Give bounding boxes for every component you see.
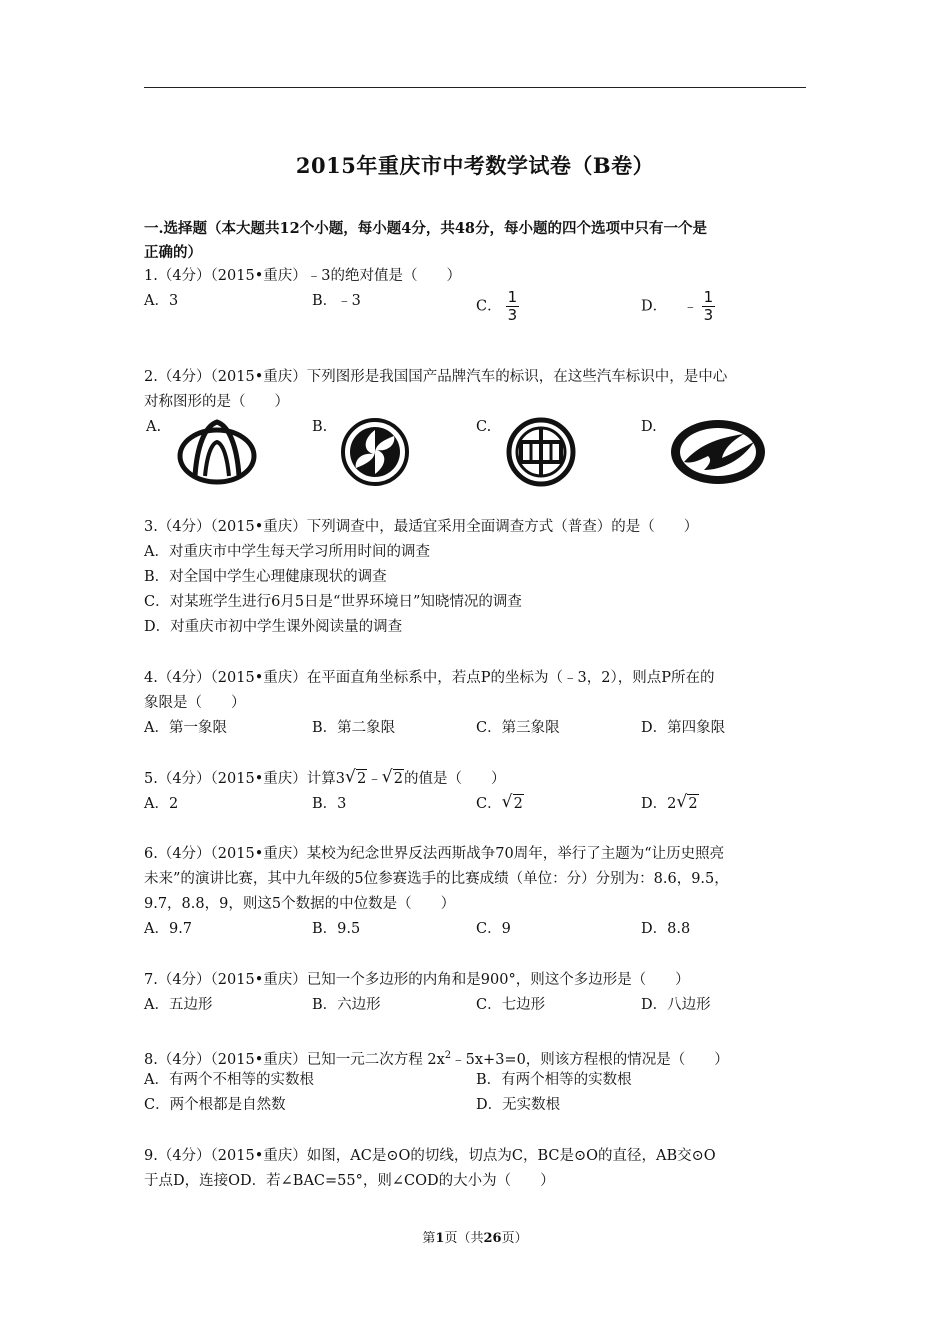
- q8-option-c: C．两个根都是自然数: [144, 1097, 286, 1113]
- page-footer: 第1页（共26页）: [422, 1231, 528, 1246]
- question-9: [144, 1144, 810, 1194]
- question-9-stem-line1: 9.（4分）（2015•重庆）如图，AC是⊙O的切线，切点为C，BC是⊙O的直径，AB交⊙O: [144, 1148, 716, 1164]
- question-6-options: [144, 917, 810, 942]
- q4-option-c: C．第三象限: [476, 720, 560, 736]
- question-6-stem-line1: 6.（4分）（2015•重庆）某校为纪念世界反法西斯战争70周年，举行了主题为“让历史照亮: [144, 846, 725, 862]
- q7-option-c: C．七边形: [476, 997, 546, 1013]
- question-6-stem-line3: 9.7，8.8，9，则这5个数据的中位数是（ ）: [144, 896, 456, 912]
- q2-option-c: C.: [476, 419, 492, 435]
- fraction: $\frac{1}{3}$: [703, 288, 714, 324]
- question-8: [144, 1043, 810, 1118]
- car-logo-d-icon: [668, 416, 768, 488]
- section-heading: [144, 217, 809, 265]
- question-4-stem-line2: 象限是（ ）: [144, 695, 246, 711]
- header-rule: [144, 87, 806, 88]
- q4-option-b: B．第二象限: [312, 720, 396, 736]
- question-1: [144, 264, 810, 324]
- q6-option-d: D．8.8: [641, 921, 691, 937]
- q6-option-b: B．9.5: [312, 921, 361, 937]
- question-4-stem-line1: 4.（4分）（2015•重庆）在平面直角坐标系中，若点P的坐标为（﹣3，2），则点P所在的: [144, 670, 715, 686]
- q5-option-b: B．3: [312, 796, 347, 812]
- question-4-options: [144, 716, 810, 741]
- sqrt-expression: √ 2: [345, 767, 367, 787]
- question-2-stem-line2: 对称图形的是（ ）: [144, 394, 289, 410]
- question-8-options-row2: [144, 1093, 810, 1118]
- car-logo-a-icon: [175, 416, 259, 488]
- q6-option-a: A．9.7: [144, 921, 193, 937]
- q7-option-a: A．五边形: [144, 997, 213, 1013]
- section-heading-line2: 正确的）: [144, 244, 202, 261]
- question-3: [144, 515, 810, 640]
- question-3-stem: 3.（4分）（2015•重庆）下列调查中，最适宜采用全面调查方式（普查）的是（ ）: [144, 519, 699, 535]
- question-7: [144, 968, 810, 1018]
- q2-option-b: B.: [312, 419, 328, 435]
- q8-option-b: B．有两个相等的实数根: [476, 1072, 632, 1088]
- q5-option-c: C． √ 2: [476, 792, 523, 812]
- car-logo-c-icon: [505, 416, 577, 488]
- q1-option-c: C． $\frac{1}{3}$: [476, 288, 518, 324]
- page-title: 2015年重庆市中考数学试卷（B卷）: [295, 153, 655, 178]
- q7-option-b: B．六边形: [312, 997, 381, 1013]
- q3-option-a: A．对重庆市中学生每天学习所用时间的调查: [144, 544, 430, 560]
- question-7-options: [144, 993, 810, 1018]
- question-7-stem: 7.（4分）（2015•重庆）已知一个多边形的内角和是900°，则这个多边形是（ ）: [144, 972, 690, 988]
- q5-option-a: A．2: [144, 796, 179, 812]
- q2-option-a: A.: [146, 419, 162, 435]
- question-8-options-row1: [144, 1068, 810, 1093]
- q3-option-d: D．对重庆市初中学生课外阅读量的调查: [144, 619, 403, 635]
- question-4: [144, 666, 810, 741]
- sqrt-expression: √ 2: [381, 767, 403, 787]
- q8-option-a: A．有两个不相等的实数根: [144, 1072, 314, 1088]
- question-9-stem-line2: 于点D，连接OD．若∠BAC=55°，则∠COD的大小为（ ）: [144, 1173, 555, 1189]
- section-heading-line1: 一.选择题（本大题共12个小题，每小题4分，共48分，每小题的四个选项中只有一个是: [144, 220, 707, 237]
- q2-option-d: D.: [641, 419, 657, 435]
- q8-option-d: D．无实数根: [476, 1097, 561, 1113]
- question-5: [144, 767, 810, 817]
- fraction: $\frac{1}{3}$: [507, 288, 518, 324]
- question-6: [144, 842, 810, 942]
- question-6-stem-line2: 未来”的演讲比赛，其中九年级的5位参赛选手的比赛成绩（单位：分）分别为：8.6，9.5，: [144, 871, 729, 887]
- q4-option-d: D．第四象限: [641, 720, 726, 736]
- car-logo-b-icon: [340, 416, 410, 488]
- question-5-stem: 5.（4分）（2015•重庆）计算3 √ 2﹣ √ 2的值是（ ）: [144, 767, 810, 792]
- q1-option-d: D． ﹣ $\frac{1}{3}$: [641, 288, 714, 324]
- q1-option-a: A．3: [144, 293, 179, 309]
- q6-option-c: C．9: [476, 921, 511, 937]
- q4-option-a: A．第一象限: [144, 720, 227, 736]
- q5-option-d: D．2 √ 2: [641, 792, 698, 812]
- question-8-stem: 8.（4分）（2015•重庆）已知一元二次方程 $2x^2﹣5x+3=0$，则该方程根的情况是（ ）: [144, 1050, 729, 1068]
- q7-option-d: D．八边形: [641, 997, 711, 1013]
- page-number: 1: [435, 1231, 445, 1246]
- question-1-options: [144, 288, 810, 324]
- q3-option-b: B．对全国中学生心理健康现状的调查: [144, 569, 387, 585]
- page-total: 26: [483, 1231, 502, 1246]
- question-5-options: [144, 792, 810, 817]
- q3-option-c: C．对某班学生进行6月5日是“世界环境日”知晓情况的调查: [144, 594, 522, 610]
- q1-option-b: B．﹣3: [312, 293, 361, 309]
- question-1-stem: 1.（4分）（2015•重庆）﹣3的绝对值是（ ）: [144, 268, 461, 284]
- question-2-stem-line1: 2.（4分）（2015•重庆）下列图形是我国国产品牌汽车的标识，在这些汽车标识中，是中心: [144, 369, 728, 385]
